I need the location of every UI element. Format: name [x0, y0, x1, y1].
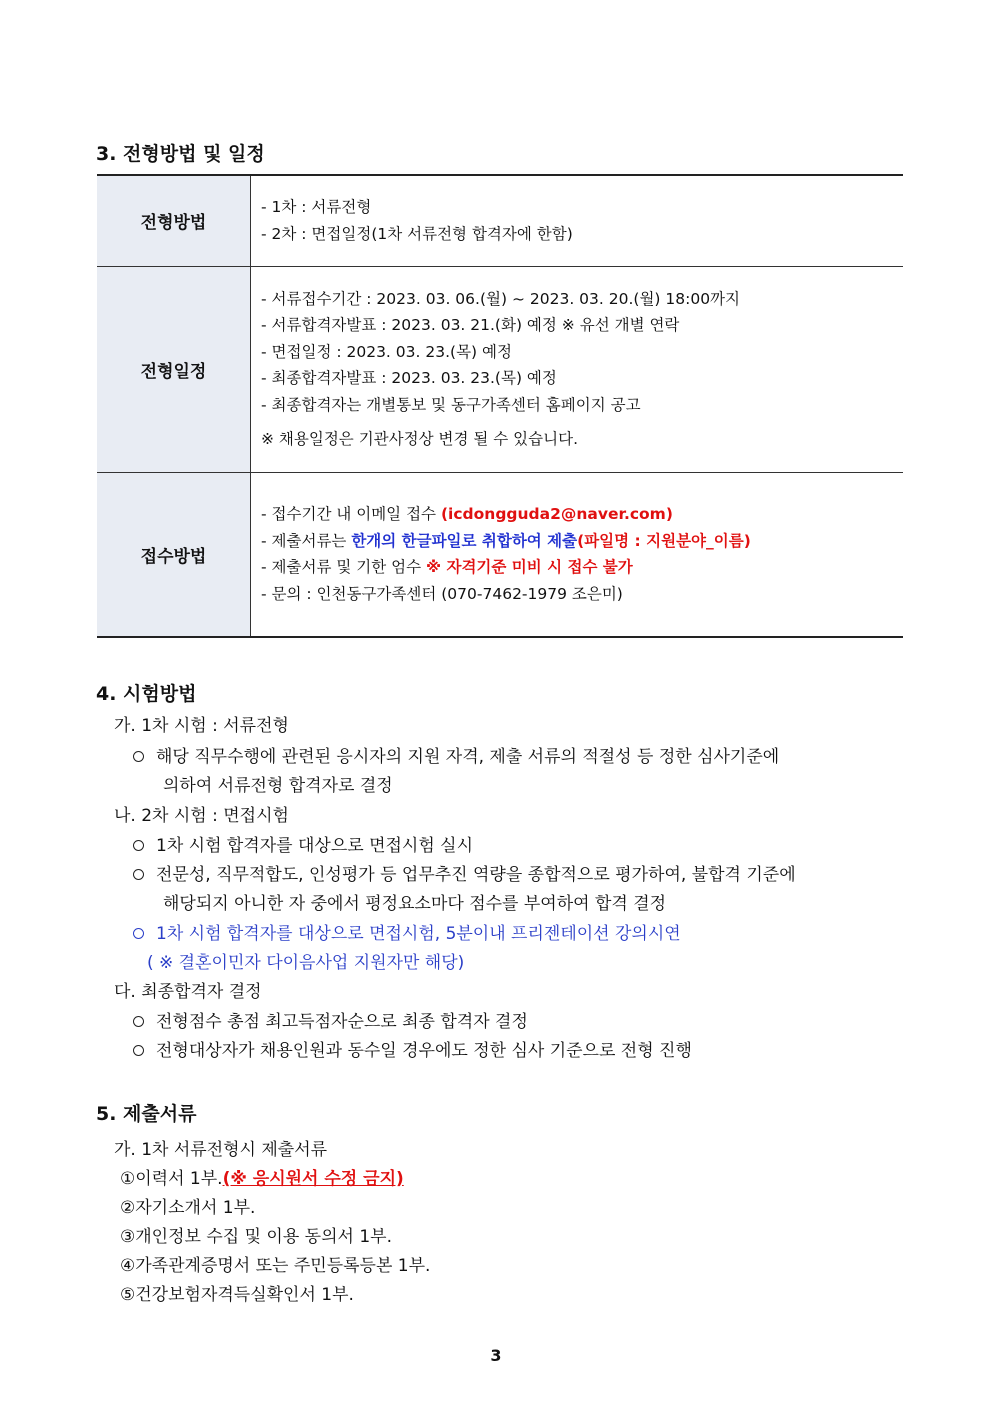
exam-c-item-text: 전형점수 총점 최고득점자순으로 최종 합격자 결정: [156, 1012, 528, 1032]
exam-b-item-note: ( ※ 결혼이민자 다이음사업 지원자만 해당): [147, 953, 465, 973]
doc-number: ③: [120, 1227, 136, 1247]
schedule-label: 전형일정: [97, 266, 251, 472]
exam-a-heading: 가. 1차 시험 : 서류전형: [114, 716, 289, 736]
schedule-line: - 면접일정 : 2023. 03. 23.(목) 예정: [261, 342, 512, 361]
apply-line-text: - 제출서류 및 기한 엄수: [261, 558, 426, 577]
doc-item: [120, 1193, 255, 1218]
method-line: - 1차 : 서류전형: [261, 198, 372, 217]
exam-b-item-cont: 해당되지 아니한 자 중에서 평정요소마다 점수를 부여하여 합격 결정: [163, 894, 667, 914]
apply-row: [97, 472, 903, 637]
exam-c-item: [133, 1036, 692, 1061]
apply-label: 접수방법: [97, 472, 251, 637]
doc-text: 건강보험자격득실확인서 1부.: [135, 1285, 354, 1305]
schedule-note: ※ 채용일정은 기관사정상 변경 될 수 있습니다.: [261, 430, 578, 448]
circle-bullet-icon: [133, 751, 144, 762]
doc-text: 가족관계증명서 또는 주민등록등본 1부.: [135, 1256, 431, 1276]
method-line: - 2차 : 면접일정(1차 서류전형 합격자에 한함): [261, 224, 573, 243]
exam-b-item-text: 1차 시험 합격자를 대상으로 면접시험 실시: [156, 836, 474, 856]
schedule-line: - 최종합격자는 개별통보 및 동구가족센터 홈페이지 공고: [261, 395, 641, 414]
exam-a-item-cont: 의하여 서류전형 합격자로 결정: [163, 776, 393, 796]
method-label: 전형방법: [97, 175, 251, 266]
doc-number: ④: [120, 1256, 136, 1276]
apply-line-contact: - 문의 : 인천동구가족센터 (070-7462-1979 조은미): [261, 584, 623, 603]
exam-a-item-text: 해당 직무수행에 관련된 응시자의 지원 자격, 제출 서류의 적절성 등 정한 심사기준에: [156, 747, 780, 767]
section-3-title: 3. 전형방법 및 일정: [96, 143, 265, 165]
schedule-line: - 서류합격자발표 : 2023. 03. 21.(화) 예정 ※ 유선 개별 연락: [261, 316, 680, 334]
schedule-line: - 서류접수기간 : 2023. 03. 06.(월) ~ 2023. 03. 20.(월) 18:00까지: [261, 289, 741, 308]
exam-c-heading: 다. 최종합격자 결정: [114, 982, 262, 1002]
doc-item: [120, 1222, 392, 1247]
doc-number: ②: [120, 1198, 136, 1218]
section-4-title: 4. 시험방법: [96, 683, 197, 705]
schedule-table: [97, 174, 903, 638]
doc-number: ①: [120, 1169, 136, 1189]
exam-b-item-presentation: [133, 919, 681, 944]
exam-b-item: [133, 831, 473, 856]
apply-line-email: [261, 501, 903, 528]
exam-b-heading: 나. 2차 시험 : 면접시험: [114, 806, 289, 826]
exam-c-item-text: 전형대상자가 채용인원과 동수일 경우에도 정한 심사 기준으로 전형 진행: [156, 1041, 692, 1061]
deadline-warning: ※ 자격기준 미비 시 접수 불가: [426, 558, 633, 577]
exam-b-item-text: 전문성, 직무적합도, 인성평가 등 업무추진 역량을 종합적으로 평가하여, 불합격 기준에: [156, 865, 796, 885]
file-name-rule: (파일명 : 지원분야_이름): [577, 531, 751, 550]
doc-number: ⑤: [120, 1285, 136, 1305]
apply-line-text: - 제출서류는: [261, 531, 352, 550]
docs-heading: 가. 1차 서류전형시 제출서류: [114, 1140, 328, 1160]
method-row: [97, 175, 903, 266]
exam-b-item: [133, 860, 796, 885]
circle-bullet-icon: [133, 928, 144, 939]
doc-text: 자기소개서 1부.: [135, 1198, 256, 1218]
file-instruction: 한개의 한글파일로 취합하여 제출: [351, 531, 578, 550]
schedule-line: - 최종합격자발표 : 2023. 03. 23.(목) 예정: [261, 369, 557, 387]
doc-item: [120, 1251, 430, 1276]
schedule-row: [97, 266, 903, 472]
section-5-title: 5. 제출서류: [96, 1103, 197, 1125]
doc-item: [120, 1280, 354, 1305]
circle-bullet-icon: [133, 869, 144, 880]
circle-bullet-icon: [133, 1045, 144, 1056]
email-address: (icdongguda2@naver.com): [440, 505, 673, 524]
exam-b-item-text: 1차 시험 합격자를 대상으로 면접시험, 5분이내 프리젠테이션 강의시연: [156, 924, 681, 944]
doc-text: 개인정보 수집 및 이용 동의서 1부.: [135, 1227, 392, 1247]
doc-text: 이력서 1부.: [135, 1169, 223, 1189]
doc-warning: (※ 응시원서 수정 금지): [222, 1169, 404, 1189]
schedule-content: [251, 266, 904, 472]
apply-line-text: - 접수기간 내 이메일 접수: [261, 505, 441, 524]
circle-bullet-icon: [133, 840, 144, 851]
apply-content: [251, 472, 904, 637]
apply-line-deadline: [261, 554, 903, 581]
apply-line-file: [261, 528, 903, 555]
circle-bullet-icon: [133, 1016, 144, 1027]
exam-a-item: [133, 742, 897, 767]
doc-item: [120, 1164, 404, 1189]
method-content: [251, 175, 904, 266]
page-number: 3: [490, 1346, 502, 1365]
exam-c-item: [133, 1007, 528, 1032]
